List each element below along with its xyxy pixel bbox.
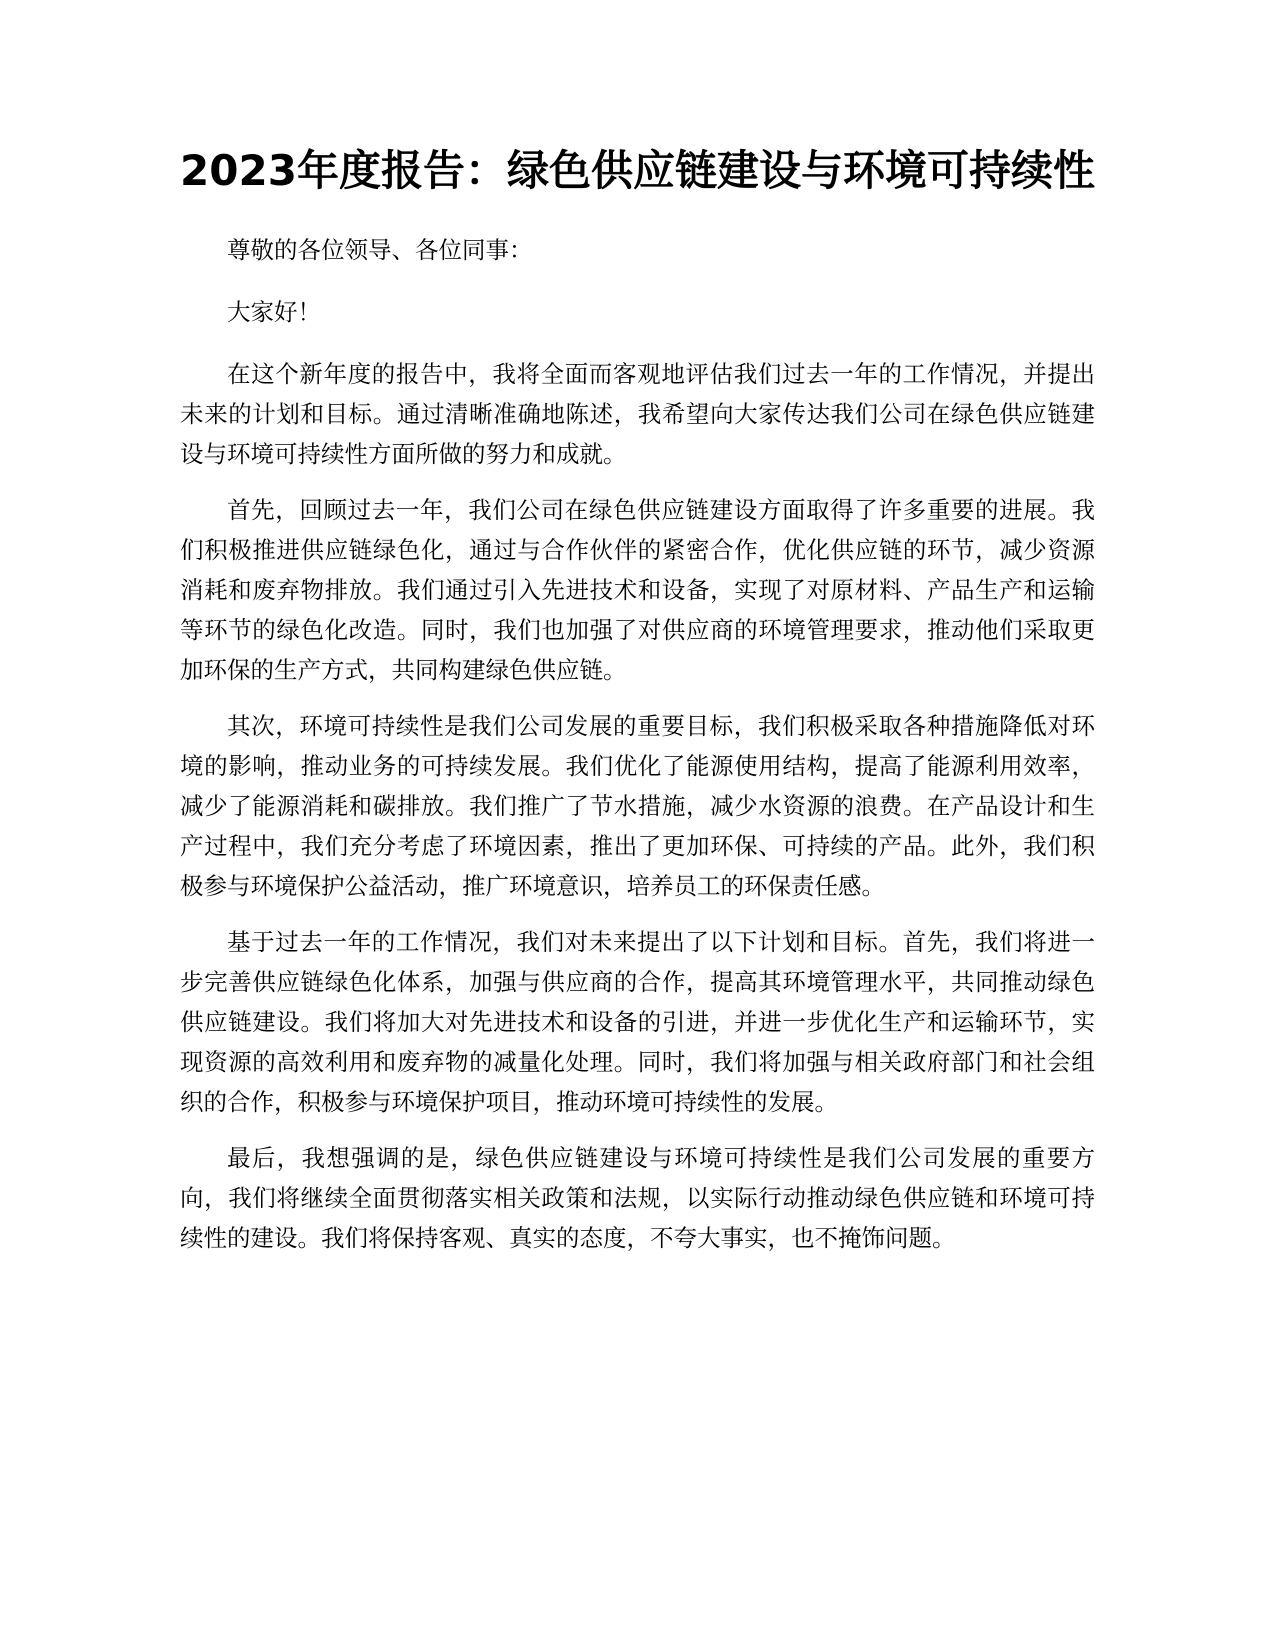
document-title: 2023年度报告：绿色供应链建设与环境可持续性 bbox=[180, 146, 1095, 195]
body-paragraph-conclusion: 最后，我想强调的是，绿色供应链建设与环境可持续性是我们公司发展的重要方向，我们将继续全面贯彻落实相关政策和法规，以实际行动推动绿色供应链和环境可持续性的建设。我们将保持客观、真实的态度，不夸大事实，也不掩饰问题。 bbox=[180, 1144, 1095, 1252]
body-paragraph-intro: 在这个新年度的报告中，我将全面而客观地评估我们过去一年的工作情况，并提出未来的计划和目标。通过清晰准确地陈述，我希望向大家传达我们公司在绿色供应链建设与环境可持续性方面所做的努力和成就。 bbox=[180, 360, 1095, 468]
body-paragraph-plans: 基于过去一年的工作情况，我们对未来提出了以下计划和目标。首先，我们将进一步完善供应链绿色化体系，加强与供应商的合作，提高其环境管理水平，共同推动绿色供应链建设。我们将加大对先进技术和设备的引进，并进一步优化生产和运输环节，实现资源的高效利用和废弃物的减量化处理。同时，我们将加强与相关政府部门和社会组织的合作，积极参与环境保护项目，推动环境可持续性的发展。 bbox=[180, 928, 1095, 1116]
salutation: 尊敬的各位领导、各位同事： bbox=[227, 236, 533, 264]
greeting: 大家好！ bbox=[227, 298, 321, 326]
body-paragraph-review: 首先，回顾过去一年，我们公司在绿色供应链建设方面取得了许多重要的进展。我们积极推进供应链绿色化，通过与合作伙伴的紧密合作，优化供应链的环节，减少资源消耗和废弃物排放。我们通过引入先进技术和设备，实现了对原材料、产品生产和运输等环节的绿色化改造。同时，我们也加强了对供应商的环境管理要求，推动他们采取更加环保的生产方式，共同构建绿色供应链。 bbox=[180, 496, 1095, 684]
body-paragraph-sustainability: 其次，环境可持续性是我们公司发展的重要目标，我们积极采取各种措施降低对环境的影响，推动业务的可持续发展。我们优化了能源使用结构，提高了能源利用效率，减少了能源消耗和碳排放。我们推广了节水措施，减少水资源的浪费。在产品设计和生产过程中，我们充分考虑了环境因素，推出了更加环保、可持续的产品。此外，我们积极参与环境保护公益活动，推广环境意识，培养员工的环保责任感。 bbox=[180, 712, 1095, 900]
